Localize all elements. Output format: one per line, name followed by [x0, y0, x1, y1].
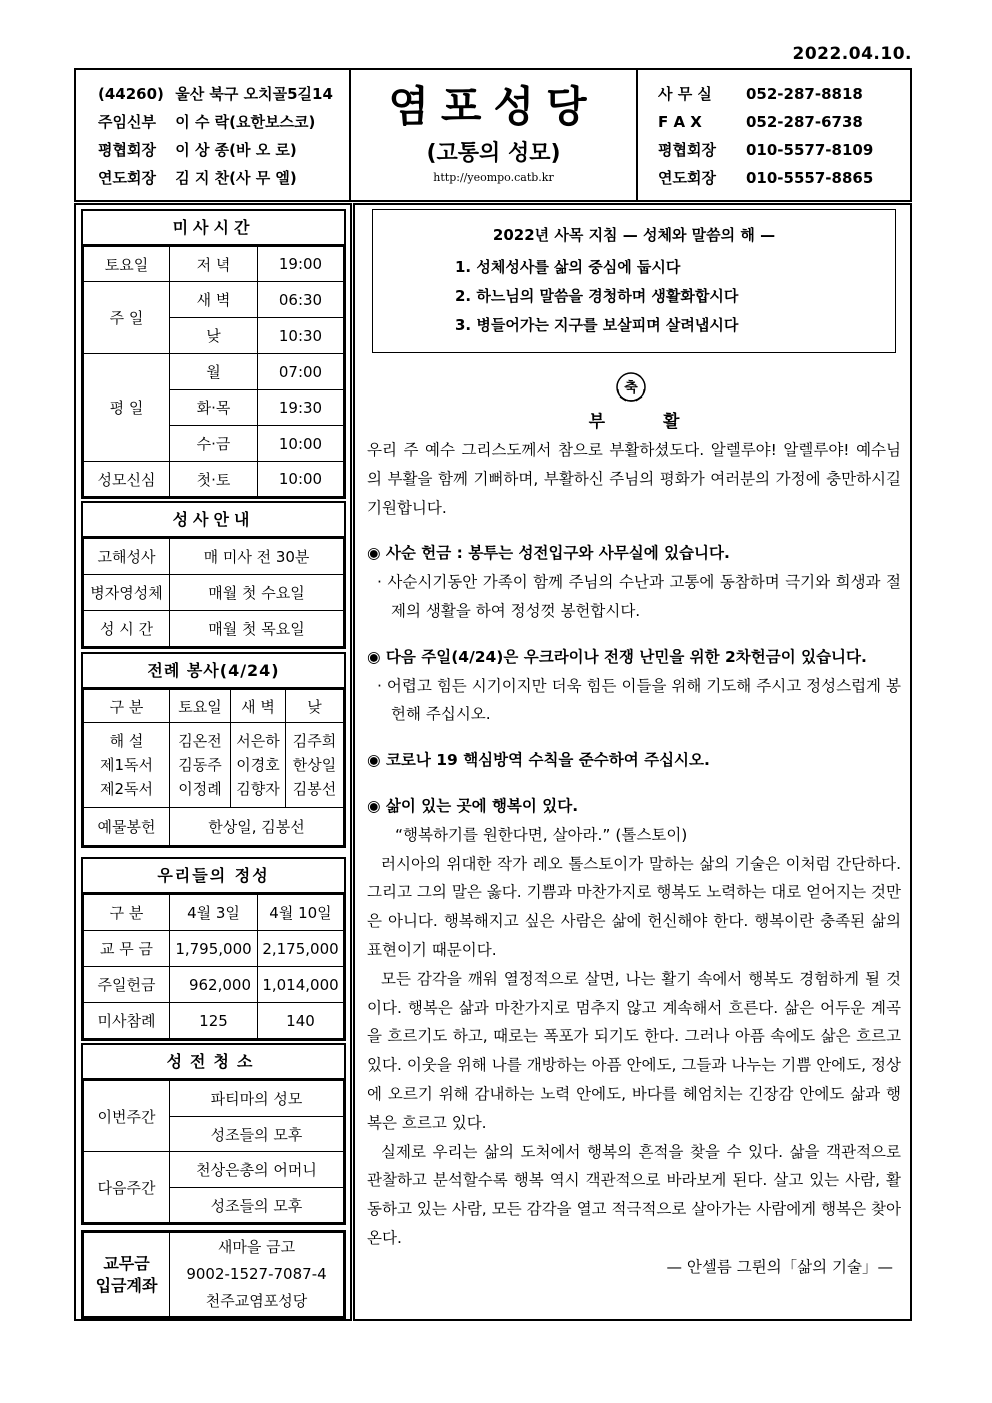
cleaning-box — [81, 1043, 346, 1225]
header-address-block — [76, 70, 351, 200]
table-row: 토요일 저 녁 19:00 — [84, 247, 344, 282]
table-row: 성 시 간 매월 첫 목요일 — [84, 611, 344, 647]
essay-signature: — 안셀름 그륀의「삶의 기술」— — [666, 1257, 893, 1276]
guideline-item: 1. 성체성사를 삶의 중심에 둡시다 — [455, 258, 681, 276]
giving-table — [83, 894, 344, 1039]
table-row: 고해성사 매 미사 전 30분 — [84, 539, 344, 575]
table-row: 낮 10:30 — [84, 318, 344, 354]
account-label-2: 입금계좌 — [95, 1275, 158, 1295]
account-number: 9002-1527-7087-4 — [186, 1265, 327, 1283]
liturgy-box — [81, 652, 346, 848]
notice-detail: · 사순시기동안 가족이 함께 주님의 수난과 고통에 동참하며 극기와 희생과 절제의 생활을 하여 정성껏 봉헌합시다. — [377, 573, 901, 620]
account-label-1: 교무금 — [103, 1253, 150, 1273]
table-row: 주일헌금 962,000 1,014,000 — [84, 967, 344, 1003]
parish-title: 염포성당 — [388, 82, 599, 131]
table-row: 성조들의 모후 — [84, 1188, 344, 1223]
header — [74, 68, 912, 202]
guideline-item: 2. 하느님의 말씀을 경청하며 생활화합시다 — [455, 287, 739, 305]
giving-title: 우리들의 정성 — [83, 859, 344, 894]
table-row: 구 분 토요일 새 벽 낮 — [84, 690, 344, 723]
header-contact-block — [638, 70, 910, 200]
sacrament-title: 성사안내 — [83, 503, 344, 538]
notice-heading: ◉ 다음 주일(4/24)은 우크라이나 전쟁 난민을 위한 2차헌금이 있습니다. — [367, 647, 867, 666]
table-row: 평 일 월 07:00 — [84, 354, 344, 390]
liturgy-table — [83, 689, 344, 846]
celebration-emblem-icon — [614, 371, 648, 405]
notice-heading: ◉ 코로나 19 핵심방역 수칙을 준수하여 주십시오. — [367, 751, 710, 770]
yeondo-name: 김 지 찬(사 무 엘) — [175, 169, 297, 187]
pastor-name: 이 수 락(요한보스코) — [175, 113, 316, 131]
cleaning-title: 성전청소 — [83, 1045, 344, 1080]
quote-line: “행복하기를 원한다면, 살아라.” (톨스토이) — [395, 825, 688, 844]
yeondo-label: 연도회장 — [98, 169, 156, 187]
pastoral-guideline-box — [372, 209, 896, 353]
notice-heading: ◉ 삶이 있는 곳에 행복이 있다. — [367, 796, 579, 815]
notice-heading: ◉ 사순 헌금 : 봉투는 성전입구와 사무실에 있습니다. — [367, 544, 730, 563]
table-row: 해 설 제1독서 제2독서 김온전 김동주 이정례 서은하 이경호 김향자 김주희 한상일 김봉선 — [84, 723, 344, 808]
parish-subtitle: (고통의 성모) — [426, 141, 561, 166]
sacrament-table — [83, 538, 344, 647]
council-phone-label: 평협회장 — [658, 141, 716, 159]
sacrament-box — [81, 501, 346, 649]
table-row: 수·금 10:00 — [84, 426, 344, 462]
yeondo-phone: 010-5557-8865 — [746, 169, 874, 187]
essay-paragraph: 실제로 우리는 삶의 도처에서 행복의 흔적을 찾을 수 있다. 삶을 객관적으로 관찰하고 분석할수록 행복 역시 객관적으로 바라보게 된다. 살고 있는 사람, 활동하고 있는 사람, 모든 감각을 열고 적극적으로 살아가는 사람에게 행복은 찾아온다. — [367, 1142, 901, 1247]
parish-url[interactable]: http://yeompo.catb.kr — [433, 171, 554, 184]
table-row: 이번주간 파티마의 성모 — [84, 1081, 344, 1117]
guideline-item: 3. 병들어가는 지구를 보살피며 살려냅시다 — [455, 316, 739, 334]
office-label: 사 무 실 — [658, 85, 712, 103]
table-row: 예물봉헌 한상일, 김봉선 — [84, 808, 344, 846]
table-row — [84, 1233, 344, 1317]
council-name: 이 상 종(바 오 로) — [175, 141, 297, 159]
account-table — [83, 1232, 344, 1317]
giving-box — [81, 857, 346, 1041]
header-title-block — [351, 70, 638, 200]
table-row: 화·목 19:30 — [84, 390, 344, 426]
fax-label: F A X — [658, 113, 702, 131]
article-body — [367, 408, 901, 1282]
cleaning-table — [83, 1080, 344, 1223]
bulletin-date: 2022.04.10. — [792, 44, 912, 64]
pastor-label: 주임신부 — [98, 113, 156, 131]
council-label: 평협회장 — [98, 141, 156, 159]
mass-times-table — [83, 246, 344, 497]
pastoral-guideline-title: 2022년 사목 지침 — 성체와 말씀의 해 — — [492, 226, 776, 244]
office-phone: 052-287-8818 — [746, 85, 863, 103]
mass-times-title: 미사시간 — [83, 211, 344, 246]
article-title: 부활 — [588, 412, 738, 432]
account-box — [81, 1230, 346, 1319]
table-row: 병자영성체 매월 첫 수요일 — [84, 575, 344, 611]
table-row: 성모신심 첫·토 10:00 — [84, 462, 344, 497]
emblem-text: 축 — [624, 380, 638, 396]
table-row: 미사참례 125 140 — [84, 1003, 344, 1039]
mass-times-box — [81, 209, 346, 499]
table-row: 교 무 금 1,795,000 2,175,000 — [84, 931, 344, 967]
greeting-paragraph: 우리 주 예수 그리스도께서 참으로 부활하셨도다. 알렐루야! 알렐루야! 예수님의 부활을 함께 기뻐하며, 부활하신 주님의 평화가 여러분의 가정에 충만하시길 기원합니다. — [367, 441, 901, 517]
table-row: 구 분 4월 3일 4월 10일 — [84, 895, 344, 931]
table-row: 주 일 새 벽 06:30 — [84, 282, 344, 318]
table-row: 성조들의 모후 — [84, 1117, 344, 1152]
account-bank: 새마을 금고 — [217, 1238, 296, 1256]
notice-detail: · 어렵고 힘든 시기이지만 더욱 힘든 이들을 위해 기도해 주시고 정성스럽게 봉헌해 주십시오. — [377, 676, 901, 724]
council-phone: 010-5577-8109 — [746, 141, 874, 159]
address: 울산 북구 오치골5길14 — [175, 85, 333, 103]
essay-paragraph: 모든 감각을 깨워 열정적으로 살면, 나는 활기 속에서 행복도 경험하게 될 것이다. 행복은 삶과 마찬가지로 멈추지 않고 계속해서 흐른다. 삶은 어두운 계곡을 흐르기도 하고, 때로는 폭포가 되기도 한다. 그러나 아픔 속에도 삶은 흐르고 있다. 이웃을 위해 나를 개방하는 아픔 안에도, 그들과 나누는 기쁨 안에도, 정상에 오르기 위해 감내하는 노력 안에도, 바다를 헤엄치는 긴장감 안에도 삶과 행복은 흐르고 있다. — [367, 969, 901, 1132]
fax-number: 052-287-6738 — [746, 113, 863, 131]
liturgy-title: 전례 봉사(4/24) — [83, 654, 344, 689]
yeondo-phone-label: 연도회장 — [658, 169, 716, 187]
left-column — [74, 203, 352, 1321]
table-row: 다음주간 천상은총의 어머니 — [84, 1152, 344, 1188]
account-holder: 천주교염포성당 — [205, 1292, 308, 1310]
postal-code: (44260) — [98, 85, 164, 103]
essay-paragraph: 러시아의 위대한 작가 레오 톨스토이가 말하는 삶의 기술은 이처럼 간단하다. 그리고 그의 말은 옳다. 기쁨과 마찬가지로 행복도 노력하는 대로 얻어지는 것만은 아니다. 행복해지고 싶은 사람은 삶에 헌신해야 한다. 행복이란 충족된 삶의 표현이기 때문이다. — [367, 854, 901, 959]
